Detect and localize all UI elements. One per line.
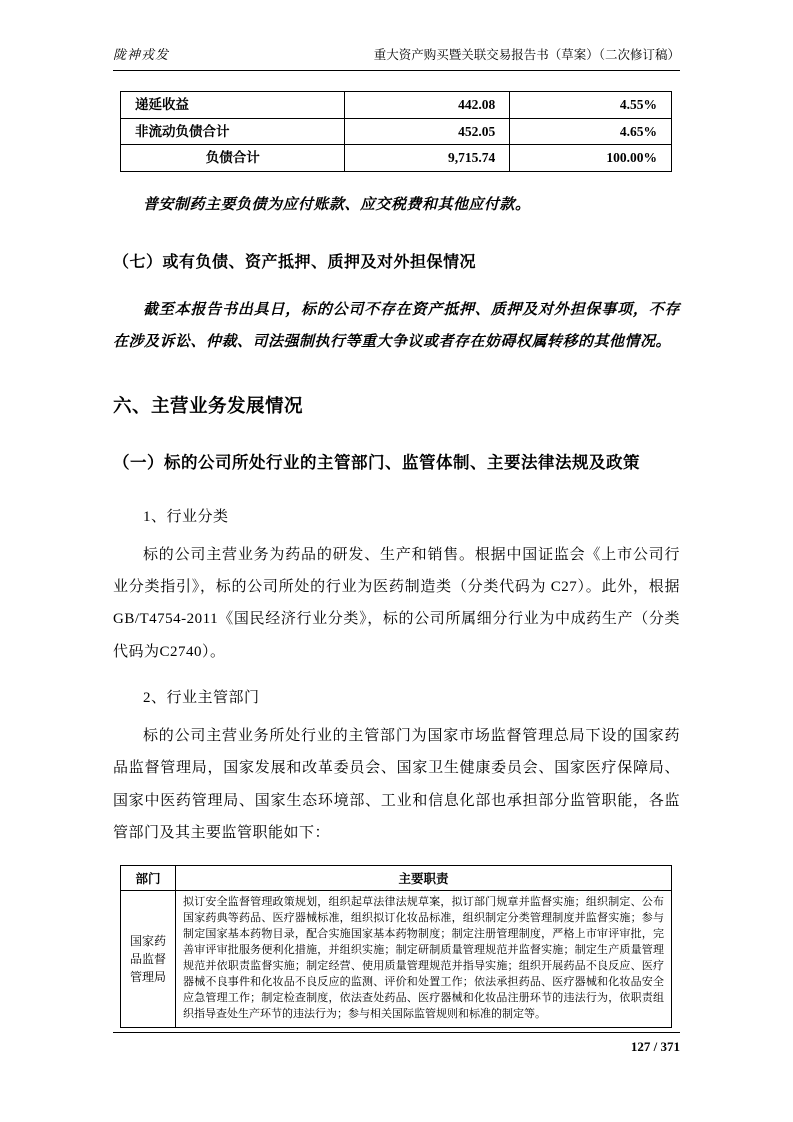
pledge-paragraph: 截至本报告书出具日，标的公司不存在资产抵押、质押及对外担保事项，不存在涉及诉讼、仲裁、司法强制执行等重大争议或者存在妨碍权属转移的其他情况。 <box>113 301 680 351</box>
column-header-duties: 主要职责 <box>176 866 672 891</box>
subsection-industry-classification: 1、行业分类 <box>143 508 229 525</box>
regulator-duties-table <box>120 865 672 1028</box>
page-footer <box>113 1032 680 1056</box>
table-row <box>121 891 672 1028</box>
heading-industry-regulation: （一）标的公司所处行业的主管部门、监管体制、主要法律法规及政策 <box>113 453 640 473</box>
table-row <box>121 92 672 119</box>
department-duties-cell: 拟订安全监督管理政策规划，组织起草法律法规草案，拟订部门规章并监督实施；组织制定、公布国家药典等药品、医疗器械标准，组织拟订化妆品标准，组织制定分类管理制度并监督实施；参与制定国家基本药物目录，配合实施国家基本药物制度；制定注册管理制度，严格上市审评审批，完善审评审批服务便利化措施，并组织实施；制定研制质量管理规范并监督实施；制定生产质量管理规范并依职责监督实施；制定经营、使用质量管理规范并指导实施；组织开展药品不良反应、医疗器械不良事件和化妆品不良反应的监测、评价和处置工作；依法承担药品、医疗器械和化妆品安全应急管理工作；制定检查制度，依法查处药品、医疗器械和化妆品注册环节的违法行为，依职责组织指导查处生产环节的违法行为；参与相关国际监管规则和标准的制定等。 <box>176 891 672 1028</box>
column-header-department: 部门 <box>121 866 176 891</box>
liability-ratio: 4.55% <box>510 92 672 119</box>
liability-item: 负债合计 <box>121 145 345 172</box>
subsection-industry-authority: 2、行业主管部门 <box>143 689 260 706</box>
table-row <box>121 118 672 145</box>
liabilities-note-paragraph: 普安制药主要负债为应付账款、应交税费和其他应付款。 <box>143 196 531 213</box>
regulator-paragraph: 标的公司主营业务所处行业的主管部门为国家市场监督管理总局下设的国家药品监督管理局，国家发展和改革委员会、国家卫生健康委员会、国家医疗保障局、国家中医药管理局、国家生态环境部、工业和信息化部也承担部分监管职能，各监管部门及其主要监管职能如下： <box>113 728 680 841</box>
liability-amount: 452.05 <box>345 118 510 145</box>
liability-amount: 9,715.74 <box>345 145 510 172</box>
header-company-name: 陇神戎发 <box>113 47 170 62</box>
page-header <box>113 44 680 71</box>
page-number: 127 / 371 <box>630 1039 680 1054</box>
industry-classification-paragraph: 标的公司主营业务为药品的研发、生产和销售。根据中国证监会《上市公司行业分类指引》，标的公司所处的行业为医药制造类（分类代码为 C27）。此外，根据 GB/T4754-2011《国民经济行业分类》，标的公司所属细分行业为中成药生产（分类代码为C2740）。 <box>113 546 680 660</box>
liability-ratio: 100.00% <box>510 145 672 172</box>
heading-contingent-liabilities: （七）或有负债、资产抵押、质押及对外担保情况 <box>113 253 477 271</box>
header-report-title: 重大资产购买暨关联交易报告书（草案）（二次修订稿） <box>373 48 680 62</box>
liability-amount: 442.08 <box>345 92 510 119</box>
table-row-total <box>121 145 672 172</box>
liabilities-table <box>120 91 672 172</box>
liability-item: 非流动负债合计 <box>121 118 345 145</box>
liability-ratio: 4.65% <box>510 118 672 145</box>
heading-main-business: 六、主营业务发展情况 <box>113 397 304 418</box>
department-name-cell: 国家药品监督管理局 <box>121 891 176 1028</box>
liability-item: 递延收益 <box>121 92 345 119</box>
table-header-row <box>121 866 672 891</box>
